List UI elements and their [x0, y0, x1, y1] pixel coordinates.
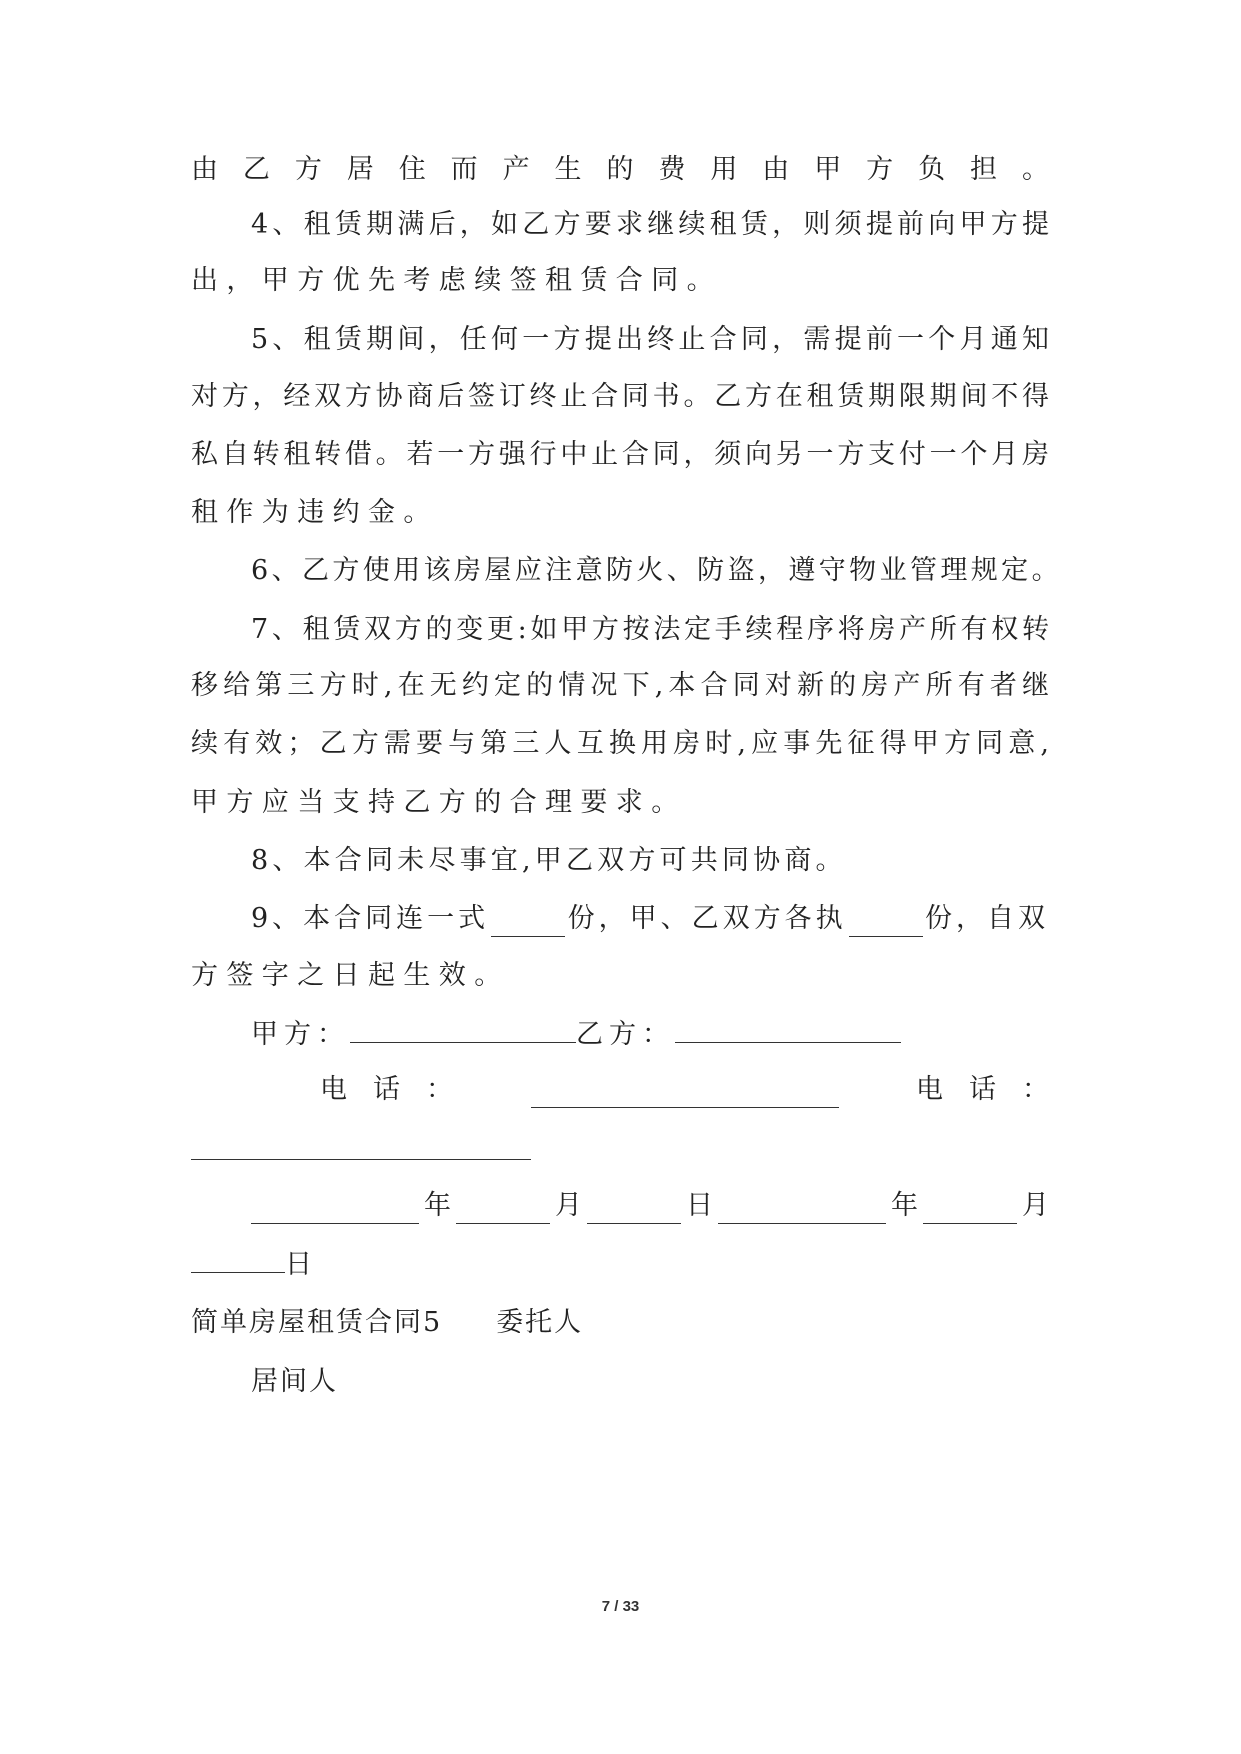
paragraph-line: 5、租赁期间，任何一方提出终止合同，需提前一个月通知 — [251, 324, 1049, 355]
paragraph-line: 对方，经双方协商后签订终止合同书。乙方在租赁期限期间不得 — [191, 381, 1049, 412]
clause-9-text-c: 份，自双 — [925, 903, 1049, 934]
paragraph-line: 甲方应当支持乙方的合理要求。 — [191, 787, 687, 818]
next-section-role-1: 委托人 — [496, 1307, 584, 1338]
month-label: 月 — [555, 1190, 582, 1221]
phone-row — [320, 1072, 1049, 1108]
phone-label-a-char1: 电 — [320, 1074, 347, 1105]
next-section-title: 简单房屋租赁合同5 — [191, 1307, 443, 1338]
party-a-day-blank[interactable] — [587, 1197, 681, 1224]
day-label: 日 — [285, 1249, 312, 1280]
clause-9-text-b: 份，甲、乙双方各执 — [567, 903, 847, 934]
party-a-label: 甲方： — [251, 1019, 350, 1050]
paragraph-line: 由乙方居住而产生的费用由甲方负担。 — [191, 154, 1049, 185]
paragraph-line: 出，甲方优先考虑续签租赁合同。 — [191, 265, 722, 296]
party-a-year-blank[interactable] — [251, 1197, 419, 1224]
party-a-phone-blank[interactable] — [531, 1081, 839, 1108]
date-row-continued — [191, 1246, 312, 1283]
paragraph-line: 4、租赁期满后，如乙方要求继续租赁，则须提前向甲方提 — [251, 209, 1049, 240]
phone-label-a-char2: 话 — [373, 1074, 400, 1105]
paragraph-line: 续有效；乙方需要与第三人互换用房时,应事先征得甲方同意, — [191, 728, 1049, 759]
next-section-heading — [191, 1305, 583, 1341]
page-number: 7 / 33 — [601, 1598, 640, 1615]
paragraph-line: 7、租赁双方的变更:如甲方按法定手续程序将房产所有权转 — [251, 614, 1049, 645]
party-signature-row — [251, 1016, 901, 1053]
day-label: 日 — [686, 1190, 713, 1221]
phone-label-b-char2: 话 — [969, 1074, 996, 1105]
phone-label-b-char1: 电 — [916, 1074, 943, 1105]
date-row — [251, 1188, 1049, 1224]
party-b-month-blank[interactable] — [923, 1197, 1017, 1224]
paragraph-line: 租作为违约金。 — [191, 497, 439, 528]
paragraph-line: 方签字之日起生效。 — [191, 960, 510, 991]
party-b-signature-blank[interactable] — [675, 1016, 901, 1043]
copies-each-blank[interactable] — [849, 910, 923, 937]
party-b-year-blank[interactable] — [718, 1197, 886, 1224]
party-a-signature-blank[interactable] — [350, 1016, 576, 1043]
clause-9-text-a: 9、本合同连一式 — [251, 903, 490, 934]
paragraph-line: 6、乙方使用该房屋应注意防火、防盗，遵守物业管理规定。 — [251, 555, 1062, 586]
party-b-day-blank[interactable] — [191, 1246, 285, 1273]
paragraph-line: 移给第三方时,在无约定的情况下,本合同对新的房产所有者继 — [191, 670, 1049, 701]
party-b-label: 乙方： — [576, 1019, 675, 1050]
phone-label-b-colon: ： — [1022, 1074, 1049, 1105]
paragraph-line-with-blanks — [251, 901, 1049, 937]
paragraph-line: 8、本合同未尽事宜,甲乙双方可共同协商。 — [251, 845, 847, 876]
phone-label-a-colon: ： — [426, 1074, 453, 1105]
phone-label-b — [916, 1072, 1049, 1108]
year-label: 年 — [891, 1190, 918, 1221]
next-section-role-2: 居间人 — [251, 1366, 338, 1397]
year-label: 年 — [424, 1190, 451, 1221]
party-a-month-blank[interactable] — [456, 1197, 550, 1224]
party-b-phone-blank[interactable] — [191, 1159, 531, 1160]
month-label: 月 — [1022, 1190, 1049, 1221]
copies-total-blank[interactable] — [491, 910, 565, 937]
phone-label-a — [320, 1072, 453, 1108]
paragraph-line: 私自转租转借。若一方强行中止合同，须向另一方支付一个月房 — [191, 439, 1049, 470]
